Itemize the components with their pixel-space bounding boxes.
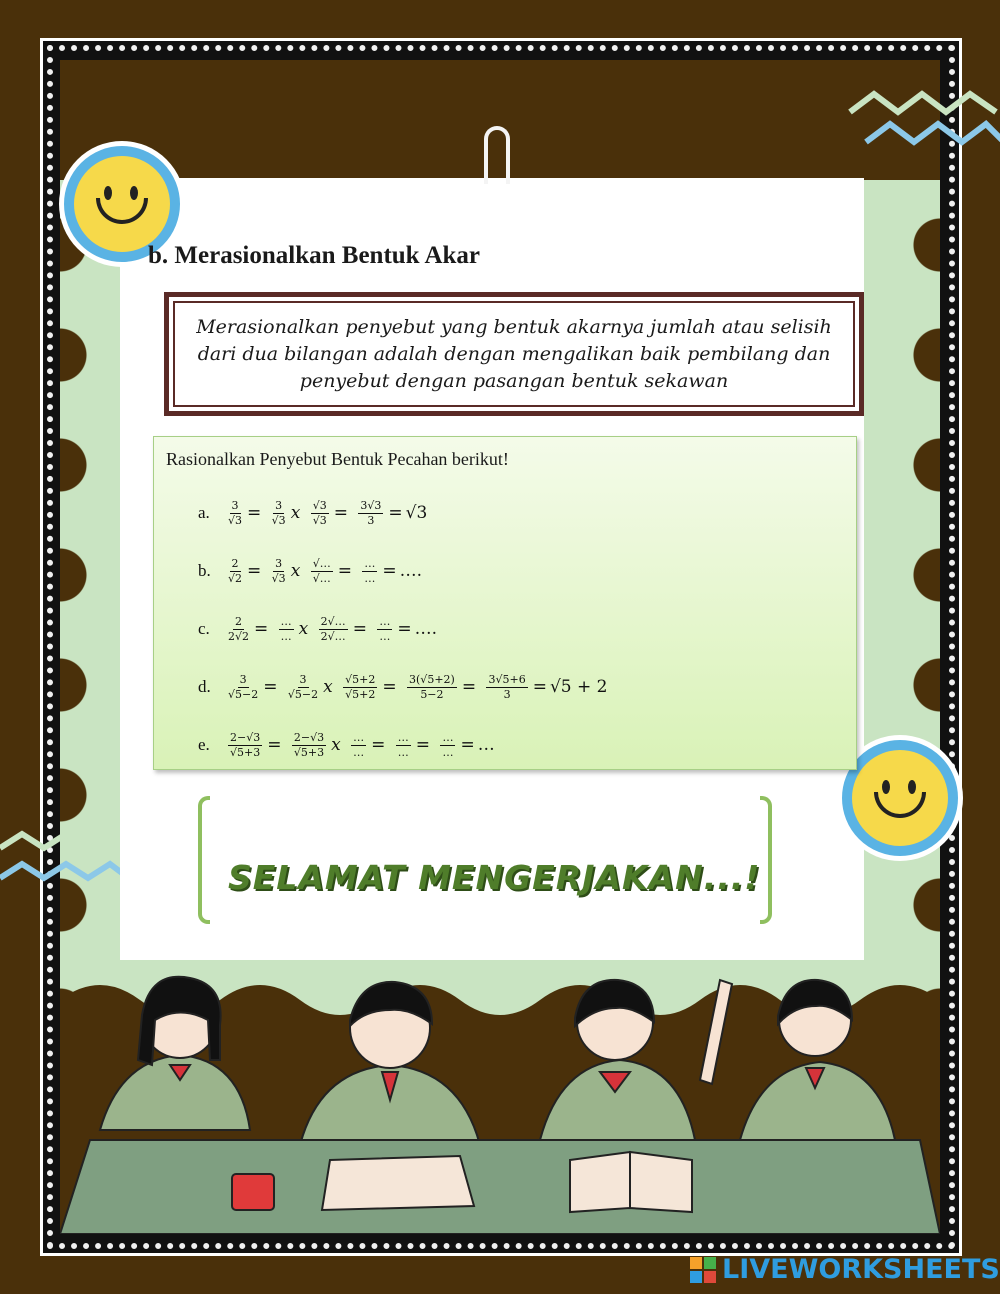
pencil-cup bbox=[232, 1174, 274, 1210]
exercise-item-a bbox=[198, 493, 427, 533]
exercise-item-d bbox=[198, 667, 608, 707]
section-title: b. Merasionalkan Bentuk Akar bbox=[148, 242, 481, 269]
desk bbox=[60, 1140, 940, 1234]
item-letter: e. bbox=[198, 735, 210, 754]
item-letter: b. bbox=[198, 561, 211, 580]
closing-message: SELAMAT MENGERJAKAN...! bbox=[228, 858, 761, 897]
exercise-instruction: Rasionalkan Penyebut Bentuk Pecahan berikut! bbox=[166, 449, 509, 469]
brand-logo bbox=[690, 1254, 1000, 1285]
students-illustration bbox=[60, 960, 940, 1234]
item-expression: $\frac{2}{√2}$ = $\frac{3}{√3}$ x $\frac{√\dots}{√\dots}$ = $\frac{\dots}{\dots}$ = …. bbox=[228, 556, 423, 585]
zigzag-decoration-left bbox=[0, 828, 130, 898]
item-expression: $\frac{2}{2√2}$ = $\frac{\dots}{\dots}$ x $\frac{2√\dots}{2√\dots}$ = $\frac{\dots}{\dots}$ = …. bbox=[228, 614, 437, 643]
definition-text: Merasionalkan penyebut yang bentuk akarnya jumlah atau selisih dari dua bilangan adalah dengan mengalikan baik pembilang dan penyebut dengan pasangan bentuk sekawan bbox=[196, 315, 832, 392]
open-book bbox=[570, 1152, 692, 1212]
bracket-right-decoration bbox=[760, 796, 772, 924]
zigzag-decoration-top-right bbox=[846, 82, 1000, 162]
item-expression: $\frac{3}{√3}$ = $\frac{3}{√3}$ x $\frac{√3}{√3}$ = $\frac{3√3}{3}$ = √3 bbox=[228, 498, 428, 527]
exercise-item-e bbox=[198, 725, 495, 765]
right-bumps-decoration bbox=[910, 190, 940, 1070]
definition-box bbox=[164, 292, 864, 416]
item-expression: $\frac{3}{√5-2}$ = $\frac{3}{√5-2}$ x $\frac{√5+2}{√5+2}$ = $\frac{3(√5+2)}{5-2}$ = $\frac{3√5+6}{3}$ = √5 + 2 bbox=[228, 672, 608, 701]
item-expression: $\frac{2-√3}{√5+3}$ = $\frac{2-√3}{√5+3}$ x $\frac{\dots}{\dots}$ = $\frac{\dots}{\dots}$ = $\frac{\dots}{\dots}$ = … bbox=[230, 730, 495, 759]
item-letter: a. bbox=[198, 503, 210, 522]
paper-clip-icon bbox=[484, 126, 510, 184]
bracket-left-decoration bbox=[198, 796, 210, 924]
left-bumps-decoration bbox=[60, 190, 90, 1070]
exercise-box bbox=[153, 436, 857, 770]
paper-sheet bbox=[322, 1156, 474, 1210]
exercise-item-b bbox=[198, 551, 422, 591]
item-letter: c. bbox=[198, 619, 210, 638]
smiley-icon bbox=[842, 740, 958, 856]
brand-grid-icon bbox=[690, 1257, 716, 1283]
item-letter: d. bbox=[198, 677, 211, 696]
exercise-item-c bbox=[198, 609, 437, 649]
brand-name: LIVEWORKSHEETS bbox=[722, 1254, 1000, 1285]
